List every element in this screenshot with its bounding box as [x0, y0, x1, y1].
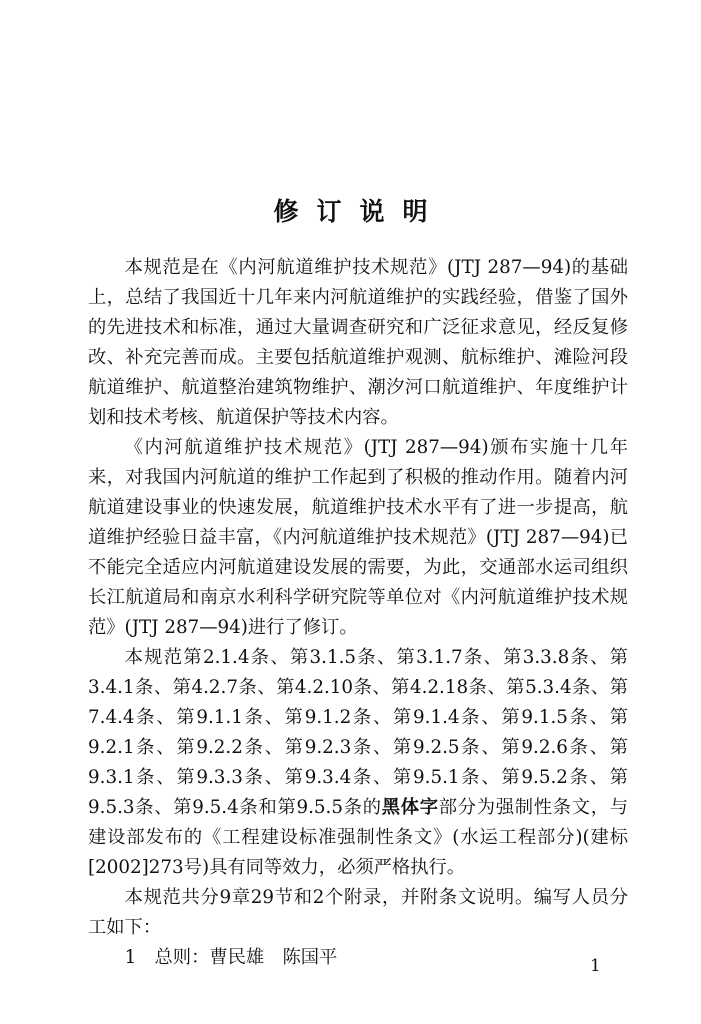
- body-text: [88, 253, 628, 973]
- paragraph-4: 本规范共分9章29节和2个附录，并附条文说明。编写人员分工如下：: [88, 887, 628, 938]
- paragraph-2: 《内河航道维护技术规范》(JTJ 287—94)颁布实施十几年来，对我国内河航道的维护工作起到了积极的推动作用。随着内河航道建设事业的快速发展，航道维护技术水平有了进一步提高，航道维护经验日益丰富，《内河航道维护技术规范》(JTJ 287—94)已不能完全适应内河航道建设发展的需要，为此，交通部水运司组织长江航道局和南京水利科学研究院等单位对《内河航道维护技术规范》(JTJ 287—94)进行了修订。: [88, 437, 628, 638]
- page-number: 1: [590, 956, 601, 976]
- author-line: 1 总则：曹民雄 陈国平: [124, 947, 338, 968]
- paragraph-3-text-end: 部分为强制性条文，与建设部发布的《工程建设标准强制性条文》(水运工程部分)(建标[2002]273号)具有同等效力，必须严格执行。: [88, 797, 629, 878]
- paragraph-3-text: 本规范第2.1.4条、第3.1.5条、第3.1.7条、第3.3.8条、第3.4.1条、第4.2.7条、第4.2.10条、第4.2.18条、第5.3.4条、第7.4.4条、第9.1.1条、第9.1.2条、第9.1.4条、第9.1.5条、第9.2.1条、第9.2.2条、第9.2.3条、第9.2.5条、第9.2.6条、第9.3.1条、第9.3.3条、第9.3.4条、第9.5.1条、第9.5.2条、第9.5.3条、第9.5.4条和第9.5.5条的: [88, 647, 628, 818]
- paragraph-1: 本规范是在《内河航道维护技术规范》(JTJ 287—94)的基础上，总结了我国近十几年来内河航道维护的实践经验，借鉴了国外的先进技术和标准，通过大量调查研究和广泛征求意见，经反复修改、补充完善而成。主要包括航道维护观测、航标维护、滩险河段航道维护、航道整治建筑物维护、潮汐河口航道维护、年度维护计划和技术考核、航道保护等技术内容。: [88, 257, 628, 428]
- paragraph-3: [88, 643, 628, 883]
- page-title: 修订说明: [273, 197, 446, 226]
- bold-emphasis: 黑体字: [381, 797, 439, 818]
